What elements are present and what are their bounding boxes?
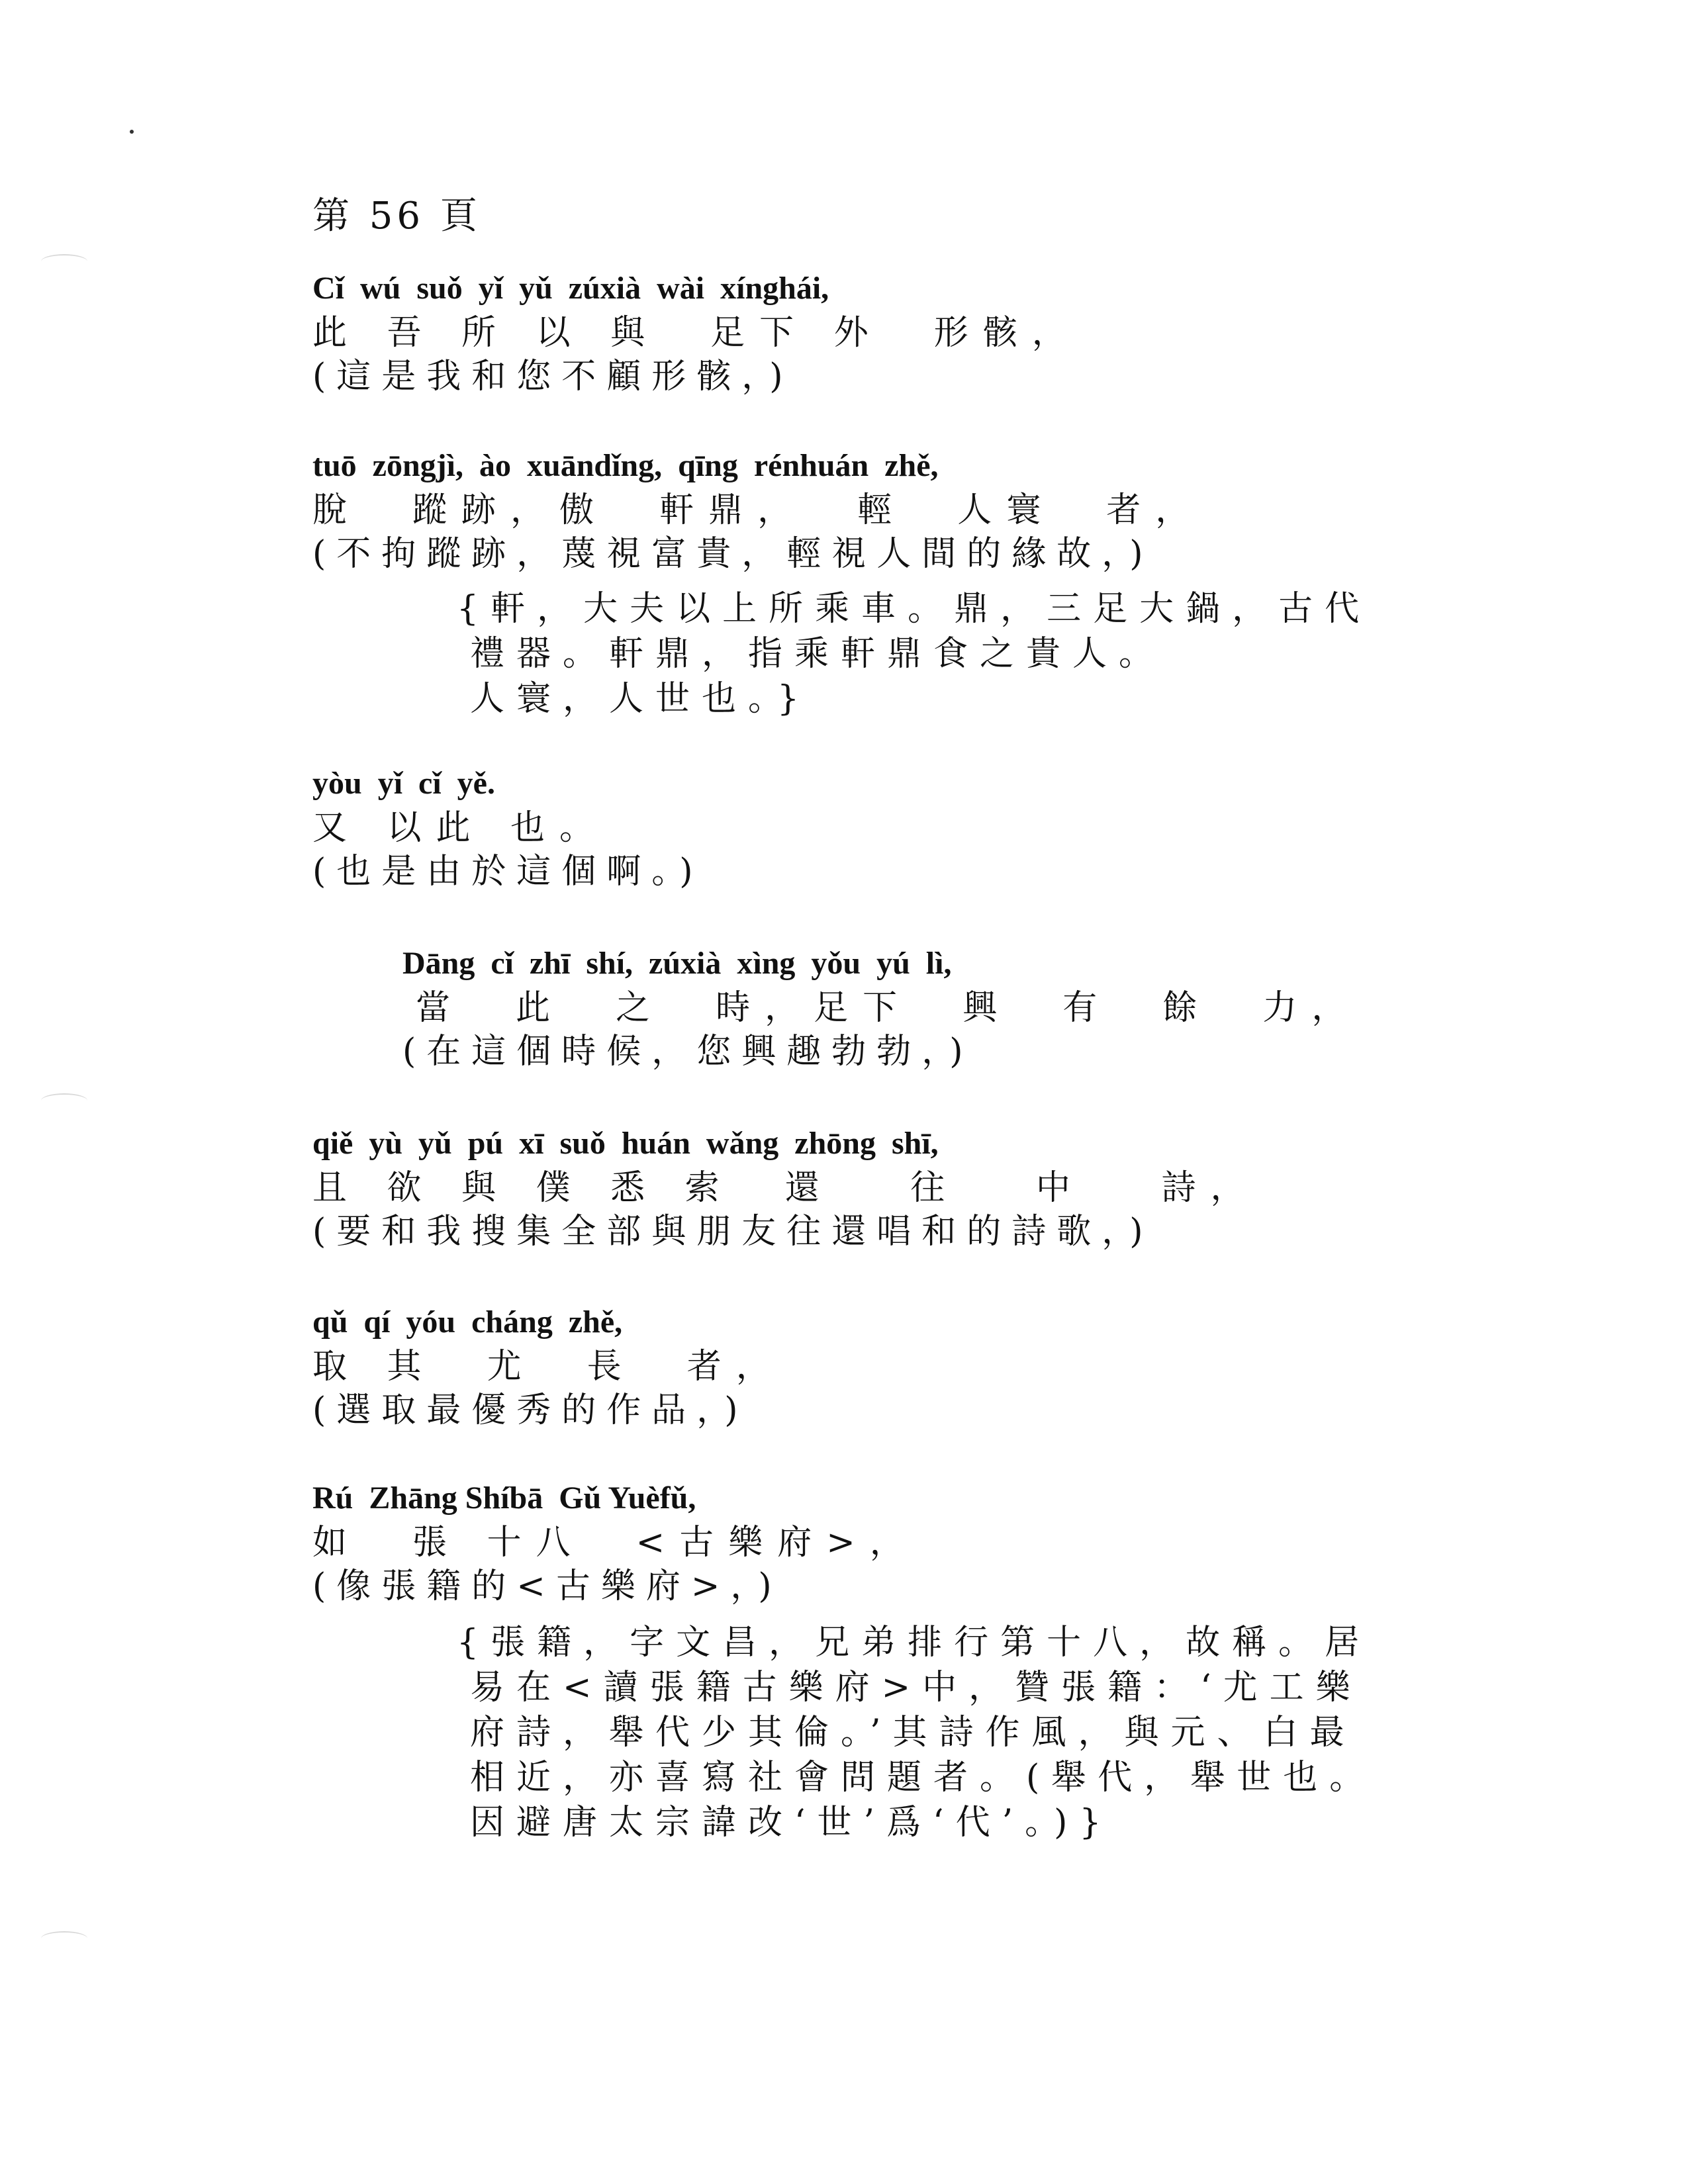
verse-2 (312, 432, 1504, 576)
verse-chinese: 且 欲 與 僕 悉 索 還 往 中 詩， (312, 1168, 1260, 1208)
verse-pinyin: Rú Zhāng Shíbā Gǔ Yuèfǔ, (312, 1480, 696, 1516)
verse-5 (312, 1109, 1504, 1253)
note-line: 禮器。軒鼎，指乘軒鼎食之貴人。 (470, 634, 1166, 674)
verse-3 (312, 749, 1504, 893)
verse-translation: (這是我和您不顧形骸，) (312, 357, 794, 396)
verse-pinyin: Cǐ wú suǒ yǐ yǔ zúxià wài xínghái, (312, 271, 829, 306)
punch-hole-mark (41, 254, 87, 269)
verse-translation: (在這個時候，您興趣勃勃，) (402, 1032, 974, 1071)
page-title: 第 56 頁 (312, 195, 481, 238)
note-line: 易在<讀張籍古樂府>中，贊張籍：‘尤工樂 (470, 1668, 1362, 1707)
verse-chinese: 又 以此 也。 (312, 808, 609, 848)
note-line: 府詩，舉代少其倫。’其詩作風，與元、白最 (470, 1713, 1356, 1752)
verse-1 (312, 254, 1504, 398)
note-line: 人寰，人世也。} (470, 679, 812, 719)
verse-7 (312, 1464, 1504, 1608)
note-line: 因避唐太宗諱改‘世’爲‘代’。)} (470, 1803, 1113, 1843)
verse-translation: (也是由於這個啊。) (312, 852, 704, 891)
verse-4 (402, 929, 1594, 1073)
verse-chinese: 此 吾 所 以 與 足下 外 形骸， (312, 313, 1081, 353)
verse-chinese: 取 其 尤 長 者， (312, 1347, 785, 1387)
verse-6 (312, 1288, 1504, 1432)
punch-hole-mark (41, 1093, 87, 1108)
verse-pinyin: qiě yù yǔ pú xī suǒ huán wǎng zhōng shī, (312, 1126, 939, 1161)
annotation-note (457, 1620, 1463, 1845)
note-line: {軒，大夫以上所乘車。鼎，三足大鍋，古代 (457, 589, 1372, 629)
verse-pinyin: Dāng cǐ zhī shí, zúxià xìng yǒu yú lì, (402, 946, 952, 981)
verse-pinyin: yòu yǐ cǐ yě. (312, 766, 495, 801)
scan-speck (130, 130, 134, 134)
verse-translation: (不拘蹤跡，蔑視富貴，輕視人間的緣故，) (312, 534, 1154, 574)
punch-hole-mark (41, 1931, 87, 1946)
verse-translation: (要和我搜集全部與朋友往還唱和的詩歌，) (312, 1212, 1154, 1251)
verse-pinyin: tuō zōngjì, ào xuāndǐng, qīng rénhuán zhě, (312, 448, 939, 483)
verse-translation: (選取最優秀的作品，) (312, 1390, 749, 1430)
verse-chinese: 如 張 十八 <古樂府>， (312, 1523, 919, 1563)
verse-chinese: 當 此 之 時，足下 興 有 餘 力， (416, 988, 1361, 1028)
verse-chinese: 脫 蹤跡，傲 軒鼎， 輕 人寰 者， (312, 490, 1205, 530)
verse-pinyin: qǔ qí yóu cháng zhě, (312, 1304, 623, 1340)
note-line: {張籍，字文昌，兄弟排行第十八，故稱。居 (457, 1623, 1372, 1662)
annotation-note (457, 586, 1436, 721)
note-line: 相近，亦喜寫社會問題者。(舉代，舉世也。 (470, 1758, 1376, 1797)
verse-translation: (像張籍的<古樂府>，) (312, 1567, 782, 1606)
